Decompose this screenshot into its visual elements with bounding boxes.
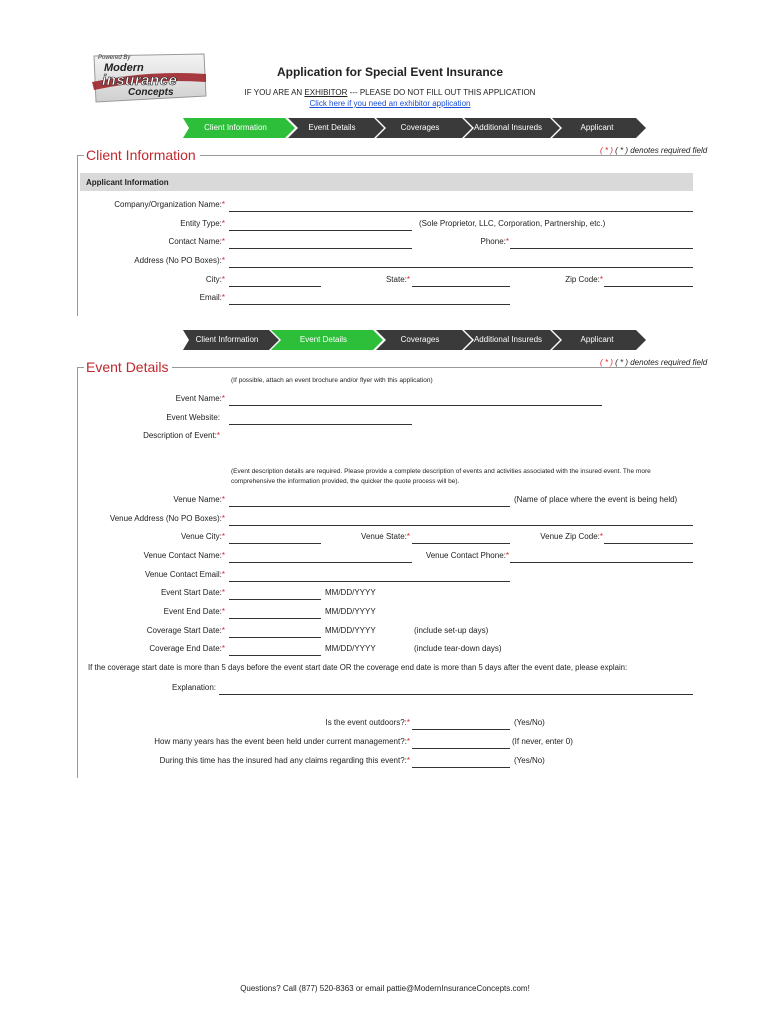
- event-start-date-input[interactable]: [229, 589, 321, 600]
- coverage-start-date-input[interactable]: [229, 627, 321, 638]
- required-note: ( * ) ( * ) denotes required field: [600, 146, 708, 155]
- exhibitor-application-link[interactable]: Click here if you need an exhibitor application: [309, 99, 471, 108]
- explanation-input[interactable]: [219, 684, 693, 695]
- teardown-hint: (include tear-down days): [414, 644, 502, 653]
- event-website-label: Event Website:: [166, 413, 220, 422]
- date-format-hint: MM/DD/YYYY: [325, 607, 376, 616]
- venue-city-input[interactable]: [229, 533, 321, 544]
- years-input[interactable]: [412, 738, 510, 749]
- footer-contact: Questions? Call (877) 520-8363 or email pattie@ModernInsuranceConcepts.com!: [240, 984, 530, 993]
- outdoors-label: Is the event outdoors?:*: [325, 718, 410, 727]
- coverage-end-date-label: Coverage End Date:*: [149, 644, 225, 653]
- venue-phone-input[interactable]: [510, 552, 693, 563]
- logo-line3: Concepts: [128, 87, 174, 98]
- event-end-date-label: Event End Date:*: [163, 607, 225, 616]
- city-input[interactable]: [229, 276, 321, 287]
- entity-label: Entity Type:*: [180, 219, 225, 228]
- zip-label: Zip Code:*: [565, 275, 603, 284]
- venue-zip-input[interactable]: [604, 533, 693, 544]
- event-end-date-input[interactable]: [229, 608, 321, 619]
- progress-tabs-2: [183, 330, 642, 350]
- tab-additional-insureds[interactable]: Additional Insureds: [464, 118, 552, 138]
- description-note-line1: (Event description details are required. Please provide a complete description of events and activities associated with the insured event. The more: [231, 468, 651, 475]
- date-format-hint: MM/DD/YYYY: [325, 626, 376, 635]
- venue-phone-label: Venue Contact Phone:*: [425, 551, 509, 560]
- logo-powered-text: Powered By: [98, 55, 131, 61]
- email-input[interactable]: [229, 294, 510, 305]
- description-note-line2: comprehensive the information provided, the quicker the quote process will be).: [231, 478, 460, 485]
- venue-state-label: Venue State:*: [361, 532, 410, 541]
- client-section-title: Client Information: [84, 147, 200, 163]
- venue-email-label: Venue Contact Email:*: [144, 570, 225, 579]
- email-label: Email:*: [199, 293, 225, 302]
- event-start-date-label: Event Start Date:*: [160, 588, 225, 597]
- venue-address-label: Venue Address (No PO Boxes):*: [109, 514, 225, 523]
- outdoors-hint: (Yes/No): [514, 718, 545, 727]
- phone-label: Phone:*: [480, 237, 509, 246]
- entity-hint: (Sole Proprietor, LLC, Corporation, Partnership, etc.): [419, 219, 606, 228]
- logo-line2: insurance: [102, 72, 178, 89]
- brochure-note: (If possible, attach an event brochure and/or flyer with this application): [231, 377, 433, 384]
- tab-event-details[interactable]: Event Details: [271, 330, 376, 350]
- entity-input[interactable]: [229, 220, 412, 231]
- years-hint: (If never, enter 0): [512, 737, 573, 746]
- claims-input[interactable]: [412, 757, 510, 768]
- venue-name-label: Venue Name:*: [173, 495, 225, 504]
- page-title: Application for Special Event Insurance: [276, 65, 504, 79]
- tab-coverages[interactable]: Coverages: [376, 330, 464, 350]
- zip-input[interactable]: [604, 276, 693, 287]
- phone-input[interactable]: [510, 238, 693, 249]
- event-name-input[interactable]: [229, 395, 602, 406]
- contact-input[interactable]: [229, 238, 412, 249]
- city-label: City:*: [205, 275, 225, 284]
- applicant-info-header: [80, 173, 693, 191]
- outdoors-input[interactable]: [412, 719, 510, 730]
- state-label: State:*: [385, 275, 410, 284]
- logo-line1: Modern: [104, 62, 144, 74]
- event-description-input[interactable]: [229, 430, 693, 464]
- contact-label: Contact Name:*: [168, 237, 225, 246]
- tab-client-information[interactable]: Client Information: [183, 118, 288, 138]
- five-day-note: If the coverage start date is more than 5 days before the event start date OR the coverage end date is more than 5 days after the event date, please explain:: [88, 663, 628, 672]
- company-input[interactable]: [229, 201, 693, 212]
- tab-applicant[interactable]: Applicant: [552, 118, 642, 138]
- required-note: ( * ) ( * ) denotes required field: [600, 358, 708, 367]
- venue-state-input[interactable]: [412, 533, 510, 544]
- company-label: Company/Organization Name:*: [114, 200, 225, 209]
- client-section-rule: [215, 155, 700, 156]
- venue-contact-label: Venue Contact Name:*: [143, 551, 225, 560]
- coverage-end-date-input[interactable]: [229, 645, 321, 656]
- venue-name-input[interactable]: [229, 496, 510, 507]
- address-input[interactable]: [229, 257, 693, 268]
- event-section-title: Event Details: [84, 359, 172, 375]
- state-input[interactable]: [412, 276, 510, 287]
- explanation-label: Explanation:: [172, 683, 217, 692]
- event-website-input[interactable]: [229, 414, 412, 425]
- claims-label: During this time has the insured had any claims regarding this event?:*: [159, 756, 410, 765]
- venue-email-input[interactable]: [229, 571, 510, 582]
- exhibitor-notice-pre: IF YOU ARE AN: [244, 88, 305, 97]
- tab-event-details[interactable]: Event Details: [288, 118, 376, 138]
- exhibitor-notice: [0, 88, 770, 97]
- progress-tabs-1: [183, 118, 642, 138]
- tab-applicant[interactable]: Applicant: [552, 330, 642, 350]
- claims-hint: (Yes/No): [514, 756, 545, 765]
- venue-address-input[interactable]: [229, 515, 693, 526]
- exhibitor-word: EXHIBITOR: [304, 88, 348, 97]
- event-description-label: Description of Event:*: [143, 431, 220, 440]
- venue-name-hint: (Name of place where the event is being held): [514, 495, 678, 504]
- years-label: How many years has the event been held under current management?:*: [154, 737, 410, 746]
- venue-zip-label: Venue Zip Code:*: [540, 532, 603, 541]
- coverage-start-date-label: Coverage Start Date:*: [146, 626, 225, 635]
- exhibitor-notice-post: --- PLEASE DO NOT FILL OUT THIS APPLICATION: [347, 88, 536, 97]
- address-label: Address (No PO Boxes):*: [134, 256, 225, 265]
- setup-hint: (include set-up days): [414, 626, 489, 635]
- tab-additional-insureds[interactable]: Additional Insureds: [464, 330, 552, 350]
- event-name-label: Event Name:*: [175, 394, 225, 403]
- venue-contact-input[interactable]: [229, 552, 412, 563]
- date-format-hint: MM/DD/YYYY: [325, 588, 376, 597]
- applicant-info-title: Applicant Information: [86, 178, 169, 187]
- venue-city-label: Venue City:*: [180, 532, 225, 541]
- tab-coverages[interactable]: Coverages: [376, 118, 464, 138]
- tab-client-information[interactable]: Client Information: [183, 330, 271, 350]
- date-format-hint: MM/DD/YYYY: [325, 644, 376, 653]
